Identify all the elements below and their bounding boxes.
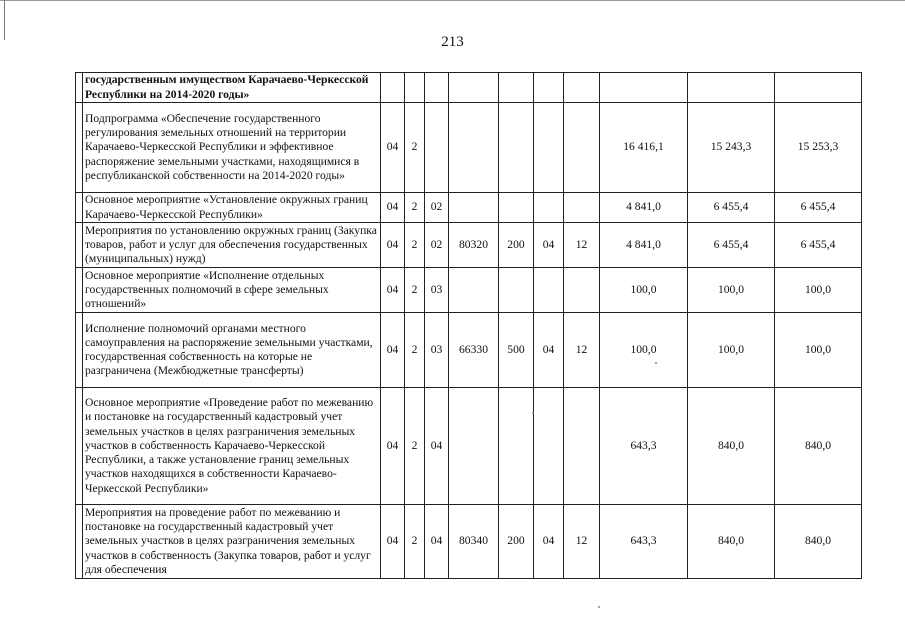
code-4-cell: 80340 bbox=[449, 505, 499, 579]
amount-3-cell: 100,0 bbox=[775, 313, 862, 388]
table-row bbox=[76, 505, 862, 579]
code-4-cell: 66330 bbox=[449, 313, 499, 388]
code-1-cell: 04 bbox=[381, 268, 405, 313]
amount-2-cell: 15 243,3 bbox=[688, 103, 775, 193]
blank-cell bbox=[76, 505, 83, 579]
code-7-cell: 12 bbox=[564, 313, 600, 388]
code-7-cell: 12 bbox=[564, 505, 600, 579]
code-4-cell bbox=[449, 103, 499, 193]
code-1-cell: 04 bbox=[381, 313, 405, 388]
amount-2-cell: 6 455,4 bbox=[688, 223, 775, 268]
row-name-cell: Основное мероприятие «Проведение работ по межеванию и постановке на государственный кадастровый учет земельных участков в целях разграничения земельных участков в собственность Карачаево-Черкесской Республики, а также установление границ земельных участков находящихся в собственности Карачаево-Черкесской Республики» bbox=[83, 388, 381, 505]
code-1-cell bbox=[381, 73, 405, 103]
code-7-cell bbox=[564, 103, 600, 193]
amount-2-cell: 840,0 bbox=[688, 505, 775, 579]
code-1-cell: 04 bbox=[381, 193, 405, 223]
amount-1-cell bbox=[600, 73, 688, 103]
table-row bbox=[76, 223, 862, 268]
code-2-cell: 2 bbox=[405, 223, 425, 268]
blank-cell bbox=[76, 103, 83, 193]
row-name-cell: Основное мероприятие «Исполнение отдельных государственных полномочий в сфере земельных отношений» bbox=[83, 268, 381, 313]
code-7-cell bbox=[564, 73, 600, 103]
scan-speck bbox=[598, 606, 600, 608]
blank-cell bbox=[76, 73, 83, 103]
code-5-cell bbox=[499, 268, 534, 313]
code-3-cell: 04 bbox=[425, 505, 449, 579]
code-7-cell bbox=[564, 388, 600, 505]
code-3-cell: 03 bbox=[425, 268, 449, 313]
table-row bbox=[76, 193, 862, 223]
code-6-cell: 04 bbox=[534, 505, 564, 579]
code-5-cell bbox=[499, 103, 534, 193]
row-name-cell: государственным имуществом Карачаево-Черкесской Республики на 2014-2020 годы» bbox=[83, 73, 381, 103]
code-6-cell bbox=[534, 268, 564, 313]
amount-3-cell: 100,0 bbox=[775, 268, 862, 313]
blank-cell bbox=[76, 313, 83, 388]
scan-speck bbox=[655, 362, 657, 364]
code-2-cell: 2 bbox=[405, 103, 425, 193]
code-6-cell bbox=[534, 73, 564, 103]
top-rule bbox=[0, 0, 905, 5]
code-2-cell: 2 bbox=[405, 388, 425, 505]
code-2-cell: 2 bbox=[405, 193, 425, 223]
amount-3-cell: 6 455,4 bbox=[775, 193, 862, 223]
amount-1-cell: 643,3 bbox=[600, 388, 688, 505]
blank-cell bbox=[76, 223, 83, 268]
code-4-cell bbox=[449, 388, 499, 505]
code-3-cell: 02 bbox=[425, 223, 449, 268]
amount-1-cell: 16 416,1 bbox=[600, 103, 688, 193]
code-2-cell bbox=[405, 73, 425, 103]
table-row bbox=[76, 73, 862, 103]
code-2-cell: 2 bbox=[405, 505, 425, 579]
code-2-cell: 2 bbox=[405, 313, 425, 388]
code-4-cell: 80320 bbox=[449, 223, 499, 268]
amount-1-cell: 4 841,0 bbox=[600, 193, 688, 223]
code-6-cell: 04 bbox=[534, 313, 564, 388]
row-name-cell: Мероприятия по установлению окружных границ (Закупка товаров, работ и услуг для обеспечения государственных (муниципальных) нужд) bbox=[83, 223, 381, 268]
page-number: 213 bbox=[441, 34, 464, 50]
blank-cell bbox=[76, 268, 83, 313]
budget-table bbox=[75, 72, 862, 579]
code-6-cell bbox=[534, 388, 564, 505]
code-6-cell: 04 bbox=[534, 223, 564, 268]
code-3-cell bbox=[425, 73, 449, 103]
row-name-cell: Мероприятия на проведение работ по межеванию и постановке на государственный кадастровый учет земельных участков в целях разграничения земельных участков в собственность (Закупка товаров, работ и услуг для обеспечения bbox=[83, 505, 381, 579]
amount-1-cell: 100,0 bbox=[600, 313, 688, 388]
code-7-cell: 12 bbox=[564, 223, 600, 268]
code-5-cell: 200 bbox=[499, 223, 534, 268]
code-4-cell bbox=[449, 193, 499, 223]
code-5-cell: 500 bbox=[499, 313, 534, 388]
code-3-cell: 02 bbox=[425, 193, 449, 223]
code-1-cell: 04 bbox=[381, 505, 405, 579]
amount-1-cell: 100,0 bbox=[600, 268, 688, 313]
code-5-cell bbox=[499, 193, 534, 223]
code-1-cell: 04 bbox=[381, 388, 405, 505]
amount-2-cell: 100,0 bbox=[688, 268, 775, 313]
amount-1-cell: 643,3 bbox=[600, 505, 688, 579]
table-row bbox=[76, 103, 862, 193]
amount-2-cell: 6 455,4 bbox=[688, 193, 775, 223]
table-row bbox=[76, 388, 862, 505]
blank-cell bbox=[76, 388, 83, 505]
row-name-cell: Подпрограмма «Обеспечение государственного регулирования земельных отношений на территории Карачаево-Черкесской Республики и эффективное распоряжение земельными участками, находящимися в республиканской собственности на 2014-2020 годы» bbox=[83, 103, 381, 193]
code-6-cell bbox=[534, 193, 564, 223]
code-4-cell bbox=[449, 73, 499, 103]
code-1-cell: 04 bbox=[381, 103, 405, 193]
code-4-cell bbox=[449, 268, 499, 313]
code-6-cell bbox=[534, 103, 564, 193]
table-row bbox=[76, 313, 862, 388]
amount-3-cell bbox=[775, 73, 862, 103]
amount-3-cell: 6 455,4 bbox=[775, 223, 862, 268]
table-body bbox=[76, 73, 862, 579]
amount-3-cell: 15 253,3 bbox=[775, 103, 862, 193]
code-7-cell bbox=[564, 193, 600, 223]
scan-speck bbox=[532, 412, 534, 414]
amount-2-cell: 100,0 bbox=[688, 313, 775, 388]
row-name-cell: Исполнение полномочий органами местного самоуправления на распоряжение земельными участками, государственная собственность на которые не разграничена (Межбюджетные трансферты) bbox=[83, 313, 381, 388]
code-3-cell bbox=[425, 103, 449, 193]
code-5-cell bbox=[499, 73, 534, 103]
amount-3-cell: 840,0 bbox=[775, 505, 862, 579]
code-5-cell bbox=[499, 388, 534, 505]
code-2-cell: 2 bbox=[405, 268, 425, 313]
code-3-cell: 03 bbox=[425, 313, 449, 388]
code-3-cell: 04 bbox=[425, 388, 449, 505]
amount-1-cell: 4 841,0 bbox=[600, 223, 688, 268]
amount-2-cell: 840,0 bbox=[688, 388, 775, 505]
amount-2-cell bbox=[688, 73, 775, 103]
blank-cell bbox=[76, 193, 83, 223]
table-row bbox=[76, 268, 862, 313]
amount-3-cell: 840,0 bbox=[775, 388, 862, 505]
row-name-cell: Основное мероприятие «Установление окружных границ Карачаево-Черкесской Республики» bbox=[83, 193, 381, 223]
code-1-cell: 04 bbox=[381, 223, 405, 268]
code-7-cell bbox=[564, 268, 600, 313]
code-5-cell: 200 bbox=[499, 505, 534, 579]
